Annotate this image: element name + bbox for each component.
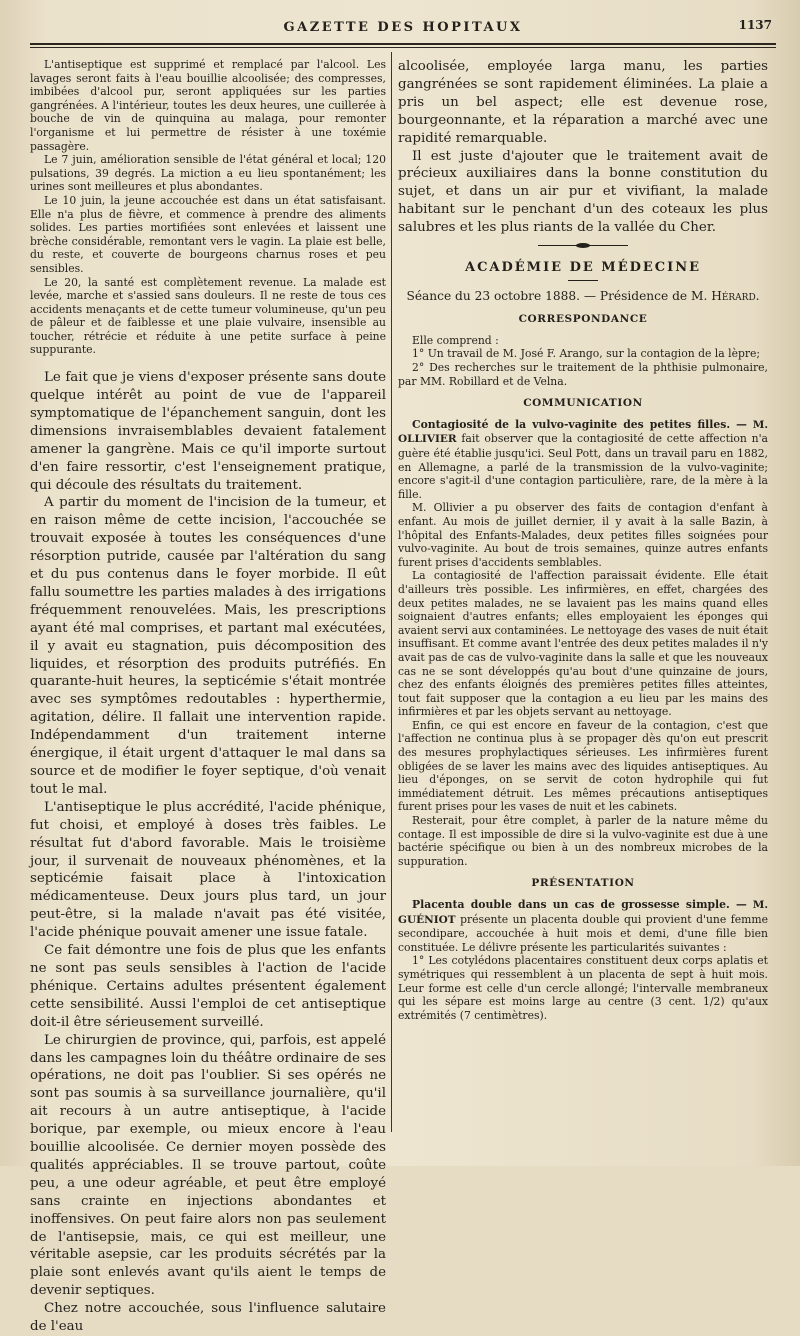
presentation-text: présente un placenta double qui provient d'une femme secondipare, accouchée à huit mois et demi, d'une fille bien constituée. Le délivre présente les particularités suivantes : — [398, 912, 768, 954]
communication-author: M. OLLIVIER — [398, 418, 768, 446]
body-paragraph: L'antiseptique le plus accrédité, l'acide phénique, fut choisi, et employé à doses très faibles. Le résultat fut d'abord favorable. Mais le troisième jour, il survenait de nouveaux phénomènes, et la septicémie faisait place à l'intoxication médicamenteuse. Deux jours plus tard, un jour peut-être, si la malade n'avait pas été visitée, l'acide phénique pouvait amener une issue fatale. — [30, 799, 386, 941]
continuation-paragraph: Il est juste d'ajouter que le traitement avait de précieux auxiliaires dans la bonne constitution du sujet, et dans un air pur et vivifiant, la malade habitant sur le penchant d'un des coteaux les plus salubres et les plus riants de la vallée du Cher. — [398, 148, 768, 236]
correspondance-heading: CORRESPONDANCE — [518, 313, 648, 326]
correspondance-item: 2° Des recherches sur le traitement de la phthisie pulmonaire, par MM. Robillard et de Velna. — [398, 361, 768, 388]
session-suffix: . — [755, 288, 760, 303]
page-number: 1137 — [738, 18, 772, 32]
body-paragraph: A partir du moment de l'incision de la tumeur, et en raison même de cette incision, l'accouchée se trouvait exposée à toutes les conséquences d'une résorption putride, causée par l'altération du sang et du pus contenus dans le foyer morbide. Il eût fallu soumettre les parties malades à des irrigations fréquemment renouvelées. Mais, les prescriptions ayant été mal comprises, et partant mal exécutées, il y avait eu stagnation, puis décomposition des liquides, et résorption des produits putréfiés. En quarante-huit heures, la septicémie s'était montrée avec ses symptômes redoutables : hyperthermie, agitation, délire. Il fallait une intervention rapide. Indépendamment d'un traitement interne énergique, il était urgent d'attaquer le mal dans sa source et de modifier le foyer septique, d'où venait tout le mal. — [30, 495, 386, 797]
journal-title: GAZETTE DES HOPITAUX — [283, 20, 523, 35]
left-column — [30, 58, 386, 1336]
header-double-rule — [30, 43, 776, 48]
body-paragraph: Chez notre accouchée, sous l'influence salutaire de l'eau — [30, 1301, 386, 1335]
right-column — [398, 58, 768, 1022]
communication-text: fait observer que la contagiosité de cette affection n'a guère été établie jusqu'ici. Seul Pott, dans un travail paru en 1882, en Allemagne, a parlé de la transmission de la vulvo-vaginite; encore s'agit-il d'une contagion particulière, rare, de la mère à la fille. — [398, 432, 768, 501]
column-divider — [391, 52, 392, 1132]
correspondance-item: 1° Un travail de M. José F. Arango, sur la contagion de la lèpre; — [412, 347, 761, 361]
presentation-title: Placenta double dans un cas de grossesse simple. — — [412, 898, 747, 911]
communication-paragraph: Enfin, ce qui est encore en faveur de la contagion, c'est que l'affection ne continua plus à se propager dès qu'on eut prescrit des mesures prophylactiques sérieuses. Les infirmières furent obligées de se laver les mains avec des liquides antiseptiques. Au lieu d'éponges, on se servit de coton hydrophile qui fut immédiatement détruit. Les mêmes précautions antiseptiques furent prises pour les vases de nuit et les cabinets. — [398, 718, 768, 814]
running-head — [30, 18, 776, 42]
case-paragraph: Le 10 juin, la jeune accouchée est dans un état satisfaisant. Elle n'a plus de fièvre, et commence à prendre des aliments solides. Les parties mortifiées sont enlevées et laissent une brèche considérable, remontant vers le vagin. La plaie est belle, du reste, et couverte de bourgeons charnus roses et peu sensibles. — [30, 193, 386, 275]
communication-title: Contagiosité de la vulvo-vaginite des petites filles. — — [412, 417, 747, 431]
presentation-author: M. GUÉNIOT — [398, 899, 768, 926]
body-paragraph: Ce fait démontre une fois de plus que les enfants ne sont pas seuls sensibles à l'action de l'acide phénique. Certains adultes présentent également cette sensibilité. Aussi l'emploi de cet antiseptique doit-il être sérieusement surveillé. — [30, 943, 386, 1030]
short-rule — [568, 280, 598, 281]
communication-paragraph — [398, 418, 768, 502]
section-title: ACADÉMIE DE MÉDECINE — [464, 260, 701, 276]
body-paragraph: Le fait que je viens d'exposer présente sans doute quelque intérêt au point de vue de l'appareil symptomatique de l'épanchement sanguin, dont les dimensions invraisemblables devaient fatalement amener la gangrène. Mais ce qu'il importe surtout d'en faire ressortir, c'est l'enseignement pratique, qui découle des résultats du traitement. — [30, 370, 386, 493]
continuation-paragraph: alcoolisée, employée larga manu, les parties gangrénées se sont rapidement éliminées. La plaie a pris un bel aspect; elle est devenue rose, bourgeonnante, et la réparation a marché avec une rapidité remarquable. — [398, 59, 768, 146]
ornamental-rule — [538, 245, 628, 246]
presentation-heading: PRÉSENTATION — [531, 877, 635, 890]
session-president: Hérard — [711, 288, 756, 303]
communication-paragraph: Resterait, pour être complet, à parler de la nature même du contage. Il est impossible de dire si la vulvo-vaginite est due à une bactérie spécifique ou bien à un des nombreux microbes de la suppuration. — [398, 814, 768, 868]
communication-paragraph: La contagiosité de l'affection paraissait évidente. Elle était d'ailleurs très possible. Les infirmières, en effet, chargées des deux petites malades, ne se lavaient pas les mains quand elles soignaient d'autres enfants; elles employaient les éponges qui avaient servi aux contaminées. Le nettoyage des vases de nuit était insuffisant. Et comme avant l'entrée des deux petites malades il n'y avait pas de cas de vulvo-vaginite dans la salle et que les nouveaux cas ne se sont développés qu'au bout d'une quinzaine de jours, chez des enfants éloignés des premières petites filles atteintes, tout fait supposer que la contagion a eu lieu par les mains des infirmières et par les objets servant au nettoyage. — [398, 569, 768, 719]
case-paragraph: L'antiseptique est supprimé et remplacé par l'alcool. Les lavages seront faits à l'eau bouillie alcoolisée; des compresses, imbibées d'alcool pur, seront appliquées sur les parties gangrénées. A l'intérieur, toutes les deux heures, une cuillerée à bouche de vin de quinquina au malaga, pour remonter l'organisme et lui permettre de résister à une toxémie passagère. — [30, 58, 386, 153]
presentation-paragraph — [398, 898, 768, 954]
correspondance-intro: Elle comprend : — [412, 333, 499, 347]
case-paragraph: Le 7 juin, amélioration sensible de l'état général et local; 120 pulsations, 39 degrés. La miction a eu lieu spontanément; les urines sont meilleures et plus abondantes. — [30, 153, 386, 194]
session-line — [398, 289, 768, 305]
presentation-paragraph: 1° Les cotylédons placentaires constituent deux corps aplatis et symétriques qui ressemblent à un placenta de sept à huit mois. Leur forme est celle d'un cercle allongé; l'intervalle membraneux qui les sépare est moins large au centre (3 cent. 1/2) qu'aux extrémités (7 centimètres). — [398, 954, 768, 1022]
session-prefix: Séance du 23 octobre 1888. — Présidence de M. — [406, 288, 712, 303]
body-paragraph: Le chirurgien de province, qui, parfois, est appelé dans les campagnes loin du théâtre ordinaire de ses opérations, ne doit pas l'oublier. Si ses opérés ne sont pas soumis à sa surveillance journalière, qu'il ait recours à un autre antiseptique, à l'acide borique, par exemple, ou mieux encore à l'eau bouillie alcoolisée. Ce dernier moyen possède des qualités appréciables. Il se trouve partout, coûte peu, a une odeur agréable, et peut être employé sans crainte en injections abondantes et inoffensives. On peut faire alors non pas seulement de l'antisepsie, mais, ce qui est meilleur, une véritable asepsie, car les produits sécrétés par la plaie sont enlevés avant qu'ils aient le temps de devenir septiques. — [30, 1032, 386, 1299]
case-paragraph: Le 20, la santé est complètement revenue. La malade est levée, marche et s'assied sans douleurs. Il ne reste de tous ces accidents menaçants et de cette tumeur volumineuse, qu'un peu de pâleur et de faiblesse et une plaie vulvaire, insensible au toucher, rétrécie et réduite à une petite surface à peine suppurante. — [30, 275, 386, 357]
communication-paragraph: M. Ollivier a pu observer des faits de contagion d'enfant à enfant. Au mois de juillet dernier, il y avait à la salle Bazin, à l'hôpital des Enfants-Malades, deux petites filles soignées pour vulvo-vaginite. Au bout de trois semaines, quinze autres enfants furent prises d'accidents semblables. — [398, 501, 768, 569]
communication-heading: COMMUNICATION — [523, 397, 643, 410]
